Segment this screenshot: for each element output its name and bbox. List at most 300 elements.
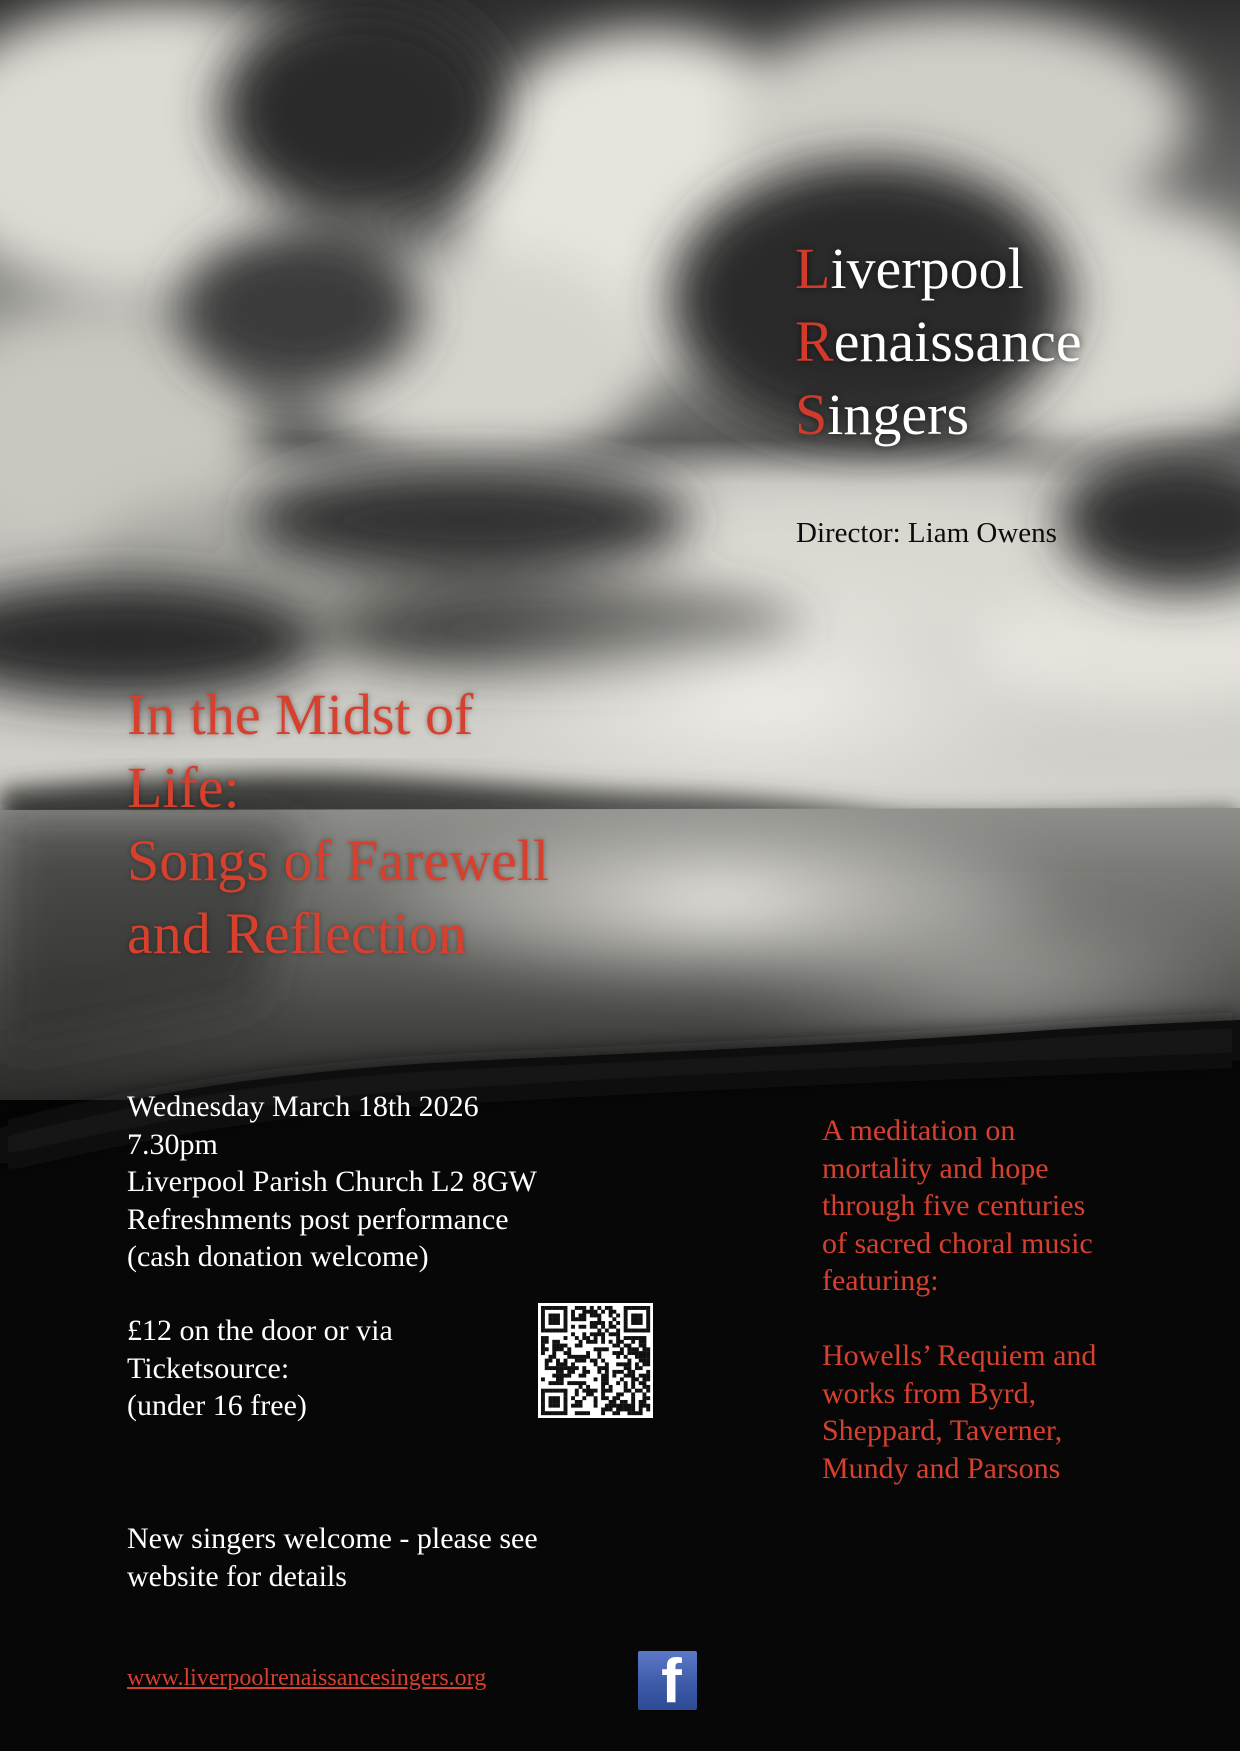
qr-module <box>590 1321 594 1325</box>
qr-module <box>620 1347 624 1351</box>
event-donation: (cash donation welcome) <box>127 1240 429 1273</box>
qr-module <box>545 1336 549 1340</box>
qr-module <box>601 1347 605 1351</box>
qr-module <box>631 1340 635 1344</box>
qr-module <box>642 1351 646 1355</box>
qr-module <box>612 1351 616 1355</box>
qr-module <box>582 1314 586 1318</box>
qr-module <box>549 1321 553 1325</box>
qr-module <box>616 1355 620 1359</box>
qr-module <box>560 1362 564 1366</box>
qr-module <box>631 1336 635 1340</box>
choir-initial-r: R <box>795 309 834 374</box>
qr-module <box>605 1381 609 1385</box>
qr-module <box>624 1400 628 1404</box>
qr-module <box>616 1332 620 1336</box>
qr-module <box>582 1359 586 1363</box>
qr-module <box>635 1306 639 1310</box>
qr-module <box>646 1314 650 1318</box>
qr-module <box>609 1389 613 1393</box>
qr-module <box>556 1347 560 1351</box>
qr-module <box>620 1351 624 1355</box>
qr-module <box>594 1314 598 1318</box>
qr-module <box>646 1389 650 1393</box>
qr-module <box>639 1329 643 1333</box>
qr-module <box>582 1332 586 1336</box>
qr-module <box>620 1400 624 1404</box>
qr-module <box>642 1329 646 1333</box>
qr-module <box>575 1411 579 1415</box>
qr-module <box>635 1336 639 1340</box>
concert-title <box>127 678 687 970</box>
qr-module <box>545 1359 549 1363</box>
qr-module <box>582 1389 586 1393</box>
qr-module <box>646 1407 650 1411</box>
qr-module <box>594 1310 598 1314</box>
qr-module <box>594 1389 598 1393</box>
qr-module <box>582 1411 586 1415</box>
qr-module <box>564 1344 568 1348</box>
qr-module <box>582 1366 586 1370</box>
qr-module <box>564 1374 568 1378</box>
qr-module <box>571 1404 575 1408</box>
qr-module <box>601 1321 605 1325</box>
qr-module <box>601 1389 605 1393</box>
qr-module <box>541 1321 545 1325</box>
qr-module <box>639 1374 643 1378</box>
qr-module <box>571 1370 575 1374</box>
qr-module <box>601 1407 605 1411</box>
qr-module <box>582 1374 586 1378</box>
qr-module <box>609 1325 613 1329</box>
qr-module <box>541 1325 545 1329</box>
qr-module <box>549 1329 553 1333</box>
qr-module <box>616 1370 620 1374</box>
qr-module <box>639 1404 643 1408</box>
qr-module <box>609 1385 613 1389</box>
qr-module <box>575 1336 579 1340</box>
qr-module <box>616 1396 620 1400</box>
qr-module <box>571 1332 575 1336</box>
qr-module <box>609 1321 613 1325</box>
qr-module <box>541 1389 545 1393</box>
qr-module <box>564 1389 568 1393</box>
qr-module <box>560 1411 564 1415</box>
qr-module <box>564 1314 568 1318</box>
qr-module <box>590 1314 594 1318</box>
qr-module <box>556 1396 560 1400</box>
qr-module <box>541 1336 545 1340</box>
qr-module <box>597 1355 601 1359</box>
description-line-2: mortality and hope <box>822 1151 1049 1185</box>
qr-module <box>560 1374 564 1378</box>
qr-module <box>549 1396 553 1400</box>
qr-module <box>582 1355 586 1359</box>
qr-module <box>549 1389 553 1393</box>
qr-module <box>639 1340 643 1344</box>
qr-module <box>601 1366 605 1370</box>
qr-module <box>541 1344 545 1348</box>
qr-module <box>590 1392 594 1396</box>
qr-module <box>627 1370 631 1374</box>
concert-title-line-1: In the Midst of <box>127 682 474 747</box>
qr-module <box>564 1336 568 1340</box>
qr-module <box>564 1325 568 1329</box>
qr-module <box>597 1321 601 1325</box>
qr-module <box>639 1381 643 1385</box>
qr-module <box>564 1407 568 1411</box>
qr-module <box>590 1340 594 1344</box>
qr-module <box>594 1359 598 1363</box>
qr-code[interactable] <box>538 1303 653 1418</box>
qr-module <box>605 1366 609 1370</box>
qr-module <box>642 1400 646 1404</box>
qr-module <box>564 1396 568 1400</box>
qr-module <box>556 1381 560 1385</box>
qr-module <box>594 1362 598 1366</box>
qr-module <box>631 1317 635 1321</box>
qr-module <box>601 1332 605 1336</box>
qr-module <box>552 1321 556 1325</box>
qr-module <box>541 1340 545 1344</box>
qr-module <box>564 1411 568 1415</box>
qr-module <box>646 1362 650 1366</box>
qr-module <box>627 1344 631 1348</box>
qr-module <box>556 1377 560 1381</box>
qr-module <box>579 1325 583 1329</box>
qr-module <box>586 1336 590 1340</box>
qr-module <box>639 1306 643 1310</box>
qr-module <box>552 1347 556 1351</box>
qr-module <box>612 1370 616 1374</box>
qr-module <box>601 1336 605 1340</box>
qr-module <box>620 1392 624 1396</box>
qr-module <box>627 1411 631 1415</box>
description-line-5: featuring: <box>822 1264 939 1297</box>
qr-module <box>579 1355 583 1359</box>
qr-module <box>612 1400 616 1404</box>
qr-module <box>631 1385 635 1389</box>
qr-module <box>575 1389 579 1393</box>
qr-module <box>639 1351 643 1355</box>
description-line-4: of sacred choral music <box>822 1226 1093 1260</box>
qr-module <box>605 1407 609 1411</box>
qr-module <box>579 1381 583 1385</box>
qr-module <box>567 1355 571 1359</box>
programme-line-3: Sheppard, Taverner, <box>822 1414 1063 1447</box>
qr-module <box>642 1374 646 1378</box>
qr-module <box>605 1374 609 1378</box>
qr-module <box>552 1404 556 1408</box>
qr-module <box>609 1407 613 1411</box>
qr-module <box>627 1306 631 1310</box>
qr-module <box>616 1392 620 1396</box>
qr-module <box>556 1329 560 1333</box>
qr-module <box>624 1325 628 1329</box>
facebook-glyph: f <box>661 1651 682 1710</box>
qr-module <box>639 1407 643 1411</box>
qr-module <box>571 1366 575 1370</box>
qr-module <box>564 1321 568 1325</box>
qr-module <box>552 1400 556 1404</box>
qr-module <box>620 1377 624 1381</box>
qr-module <box>556 1366 560 1370</box>
qr-module <box>639 1321 643 1325</box>
qr-module <box>635 1317 639 1321</box>
qr-module <box>624 1336 628 1340</box>
qr-module <box>594 1321 598 1325</box>
facebook-icon[interactable] <box>638 1651 697 1710</box>
programme-line-1: Howells’ Requiem and <box>822 1339 1097 1372</box>
qr-module <box>601 1411 605 1415</box>
qr-module <box>590 1332 594 1336</box>
qr-module <box>552 1381 556 1385</box>
qr-module <box>624 1366 628 1370</box>
qr-module <box>609 1400 613 1404</box>
qr-module <box>549 1359 553 1363</box>
qr-module <box>579 1374 583 1378</box>
qr-module <box>575 1366 579 1370</box>
qr-module <box>639 1355 643 1359</box>
qr-module <box>545 1306 549 1310</box>
qr-module <box>605 1329 609 1333</box>
description-gap <box>822 1300 1096 1338</box>
qr-module <box>549 1317 553 1321</box>
concert-title-line-2: Life: <box>127 755 240 820</box>
qr-module <box>564 1306 568 1310</box>
qr-module <box>564 1404 568 1408</box>
qr-module <box>541 1377 545 1381</box>
qr-module <box>612 1332 616 1336</box>
event-details <box>127 1088 537 1276</box>
qr-module <box>616 1329 620 1333</box>
qr-module <box>627 1336 631 1340</box>
qr-module <box>631 1404 635 1408</box>
qr-module <box>631 1411 635 1415</box>
qr-module <box>541 1314 545 1318</box>
qr-module <box>601 1392 605 1396</box>
choir-name-line-1 <box>795 232 1082 305</box>
qr-module <box>624 1404 628 1408</box>
qr-module <box>639 1336 643 1340</box>
programme-line-2: works from Byrd, <box>822 1376 1037 1410</box>
qr-module <box>564 1366 568 1370</box>
qr-module <box>612 1325 616 1329</box>
qr-module <box>567 1374 571 1378</box>
qr-module <box>616 1381 620 1385</box>
qr-module <box>586 1355 590 1359</box>
director-credit: Director: Liam Owens <box>796 517 1057 549</box>
qr-module <box>609 1310 613 1314</box>
qr-module <box>642 1381 646 1385</box>
qr-module <box>556 1389 560 1393</box>
qr-module <box>586 1389 590 1393</box>
choir-name-line-3 <box>795 378 1082 451</box>
qr-module <box>567 1351 571 1355</box>
qr-module <box>541 1396 545 1400</box>
ticket-source: Ticketsource: <box>127 1351 290 1385</box>
qr-module <box>560 1377 564 1381</box>
qr-module <box>579 1317 583 1321</box>
choir-initial-l: L <box>795 236 831 301</box>
qr-module <box>639 1411 643 1415</box>
qr-module <box>579 1340 583 1344</box>
qr-module <box>579 1404 583 1408</box>
qr-module <box>646 1325 650 1329</box>
qr-module <box>597 1317 601 1321</box>
qr-module <box>627 1329 631 1333</box>
qr-module <box>552 1389 556 1393</box>
qr-module <box>567 1370 571 1374</box>
qr-module <box>552 1329 556 1333</box>
qr-module <box>560 1389 564 1393</box>
qr-module <box>605 1377 609 1381</box>
qr-module <box>549 1306 553 1310</box>
qr-module <box>594 1396 598 1400</box>
qr-module <box>590 1306 594 1310</box>
qr-module <box>639 1317 643 1321</box>
qr-module <box>590 1325 594 1329</box>
choir-initial-s: S <box>795 382 828 447</box>
qr-module <box>564 1351 568 1355</box>
qr-module <box>646 1396 650 1400</box>
website-link[interactable]: www.liverpoolrenaissancesingers.org <box>127 1665 487 1691</box>
qr-module <box>601 1325 605 1329</box>
qr-module <box>556 1344 560 1348</box>
qr-module <box>590 1359 594 1363</box>
qr-module <box>579 1359 583 1363</box>
qr-module <box>549 1366 553 1370</box>
qr-module <box>631 1377 635 1381</box>
qr-module <box>627 1347 631 1351</box>
qr-module <box>627 1374 631 1378</box>
qr-module <box>560 1366 564 1370</box>
qr-module <box>616 1344 620 1348</box>
qr-module <box>616 1407 620 1411</box>
qr-module <box>624 1407 628 1411</box>
qr-module <box>642 1404 646 1408</box>
qr-module <box>567 1381 571 1385</box>
qr-module <box>631 1400 635 1404</box>
qr-module <box>642 1385 646 1389</box>
qr-module <box>601 1374 605 1378</box>
qr-module <box>582 1381 586 1385</box>
qr-module <box>594 1347 598 1351</box>
qr-module <box>635 1329 639 1333</box>
qr-module <box>631 1306 635 1310</box>
qr-module <box>556 1317 560 1321</box>
qr-module <box>624 1321 628 1325</box>
qr-module <box>541 1392 545 1396</box>
qr-module <box>582 1310 586 1314</box>
qr-module <box>612 1396 616 1400</box>
qr-module <box>541 1317 545 1321</box>
qr-module <box>627 1362 631 1366</box>
qr-module <box>601 1377 605 1381</box>
qr-module <box>564 1329 568 1333</box>
qr-module <box>642 1359 646 1363</box>
qr-module <box>612 1404 616 1408</box>
qr-module <box>612 1317 616 1321</box>
qr-module <box>545 1411 549 1415</box>
qr-module <box>639 1389 643 1393</box>
qr-module <box>616 1336 620 1340</box>
qr-module <box>556 1411 560 1415</box>
qr-module <box>646 1321 650 1325</box>
qr-module <box>594 1377 598 1381</box>
qr-module <box>586 1351 590 1355</box>
qr-module <box>545 1347 549 1351</box>
qr-module <box>575 1344 579 1348</box>
qr-module <box>646 1374 650 1378</box>
qr-module <box>594 1336 598 1340</box>
qr-module <box>642 1392 646 1396</box>
qr-module <box>620 1404 624 1408</box>
qr-module <box>620 1340 624 1344</box>
qr-module <box>627 1359 631 1363</box>
description-line-3: through five centuries <box>822 1189 1086 1222</box>
qr-module <box>605 1404 609 1408</box>
qr-module <box>612 1344 616 1348</box>
qr-module <box>616 1314 620 1318</box>
choir-name-rest-2: enaissance <box>833 309 1082 374</box>
qr-module <box>549 1314 553 1318</box>
qr-module <box>639 1400 643 1404</box>
qr-module <box>579 1411 583 1415</box>
qr-module <box>642 1340 646 1344</box>
qr-module <box>646 1370 650 1374</box>
qr-module <box>601 1396 605 1400</box>
qr-module <box>582 1306 586 1310</box>
qr-module <box>590 1310 594 1314</box>
qr-module <box>612 1310 616 1314</box>
qr-module <box>571 1362 575 1366</box>
qr-module <box>635 1366 639 1370</box>
ticket-info <box>127 1312 393 1425</box>
qr-module <box>571 1314 575 1318</box>
qr-module <box>631 1321 635 1325</box>
qr-module <box>624 1355 628 1359</box>
qr-module <box>646 1310 650 1314</box>
qr-module <box>567 1347 571 1351</box>
qr-module <box>601 1359 605 1363</box>
qr-module <box>627 1351 631 1355</box>
qr-module <box>605 1362 609 1366</box>
qr-module <box>616 1340 620 1344</box>
qr-module <box>571 1310 575 1314</box>
qr-module <box>624 1362 628 1366</box>
qr-module <box>627 1366 631 1370</box>
qr-module <box>541 1329 545 1333</box>
qr-module <box>627 1407 631 1411</box>
qr-module <box>646 1306 650 1310</box>
qr-module <box>616 1321 620 1325</box>
qr-module <box>552 1351 556 1355</box>
qr-module <box>616 1411 620 1415</box>
qr-module <box>646 1317 650 1321</box>
qr-module <box>556 1404 560 1408</box>
qr-module <box>597 1347 601 1351</box>
qr-module <box>646 1385 650 1389</box>
qr-module <box>642 1396 646 1400</box>
qr-module <box>541 1404 545 1408</box>
qr-module <box>541 1407 545 1411</box>
qr-module <box>594 1325 598 1329</box>
qr-module <box>620 1362 624 1366</box>
qr-module <box>631 1370 635 1374</box>
qr-module <box>597 1314 601 1318</box>
qr-module <box>597 1366 601 1370</box>
